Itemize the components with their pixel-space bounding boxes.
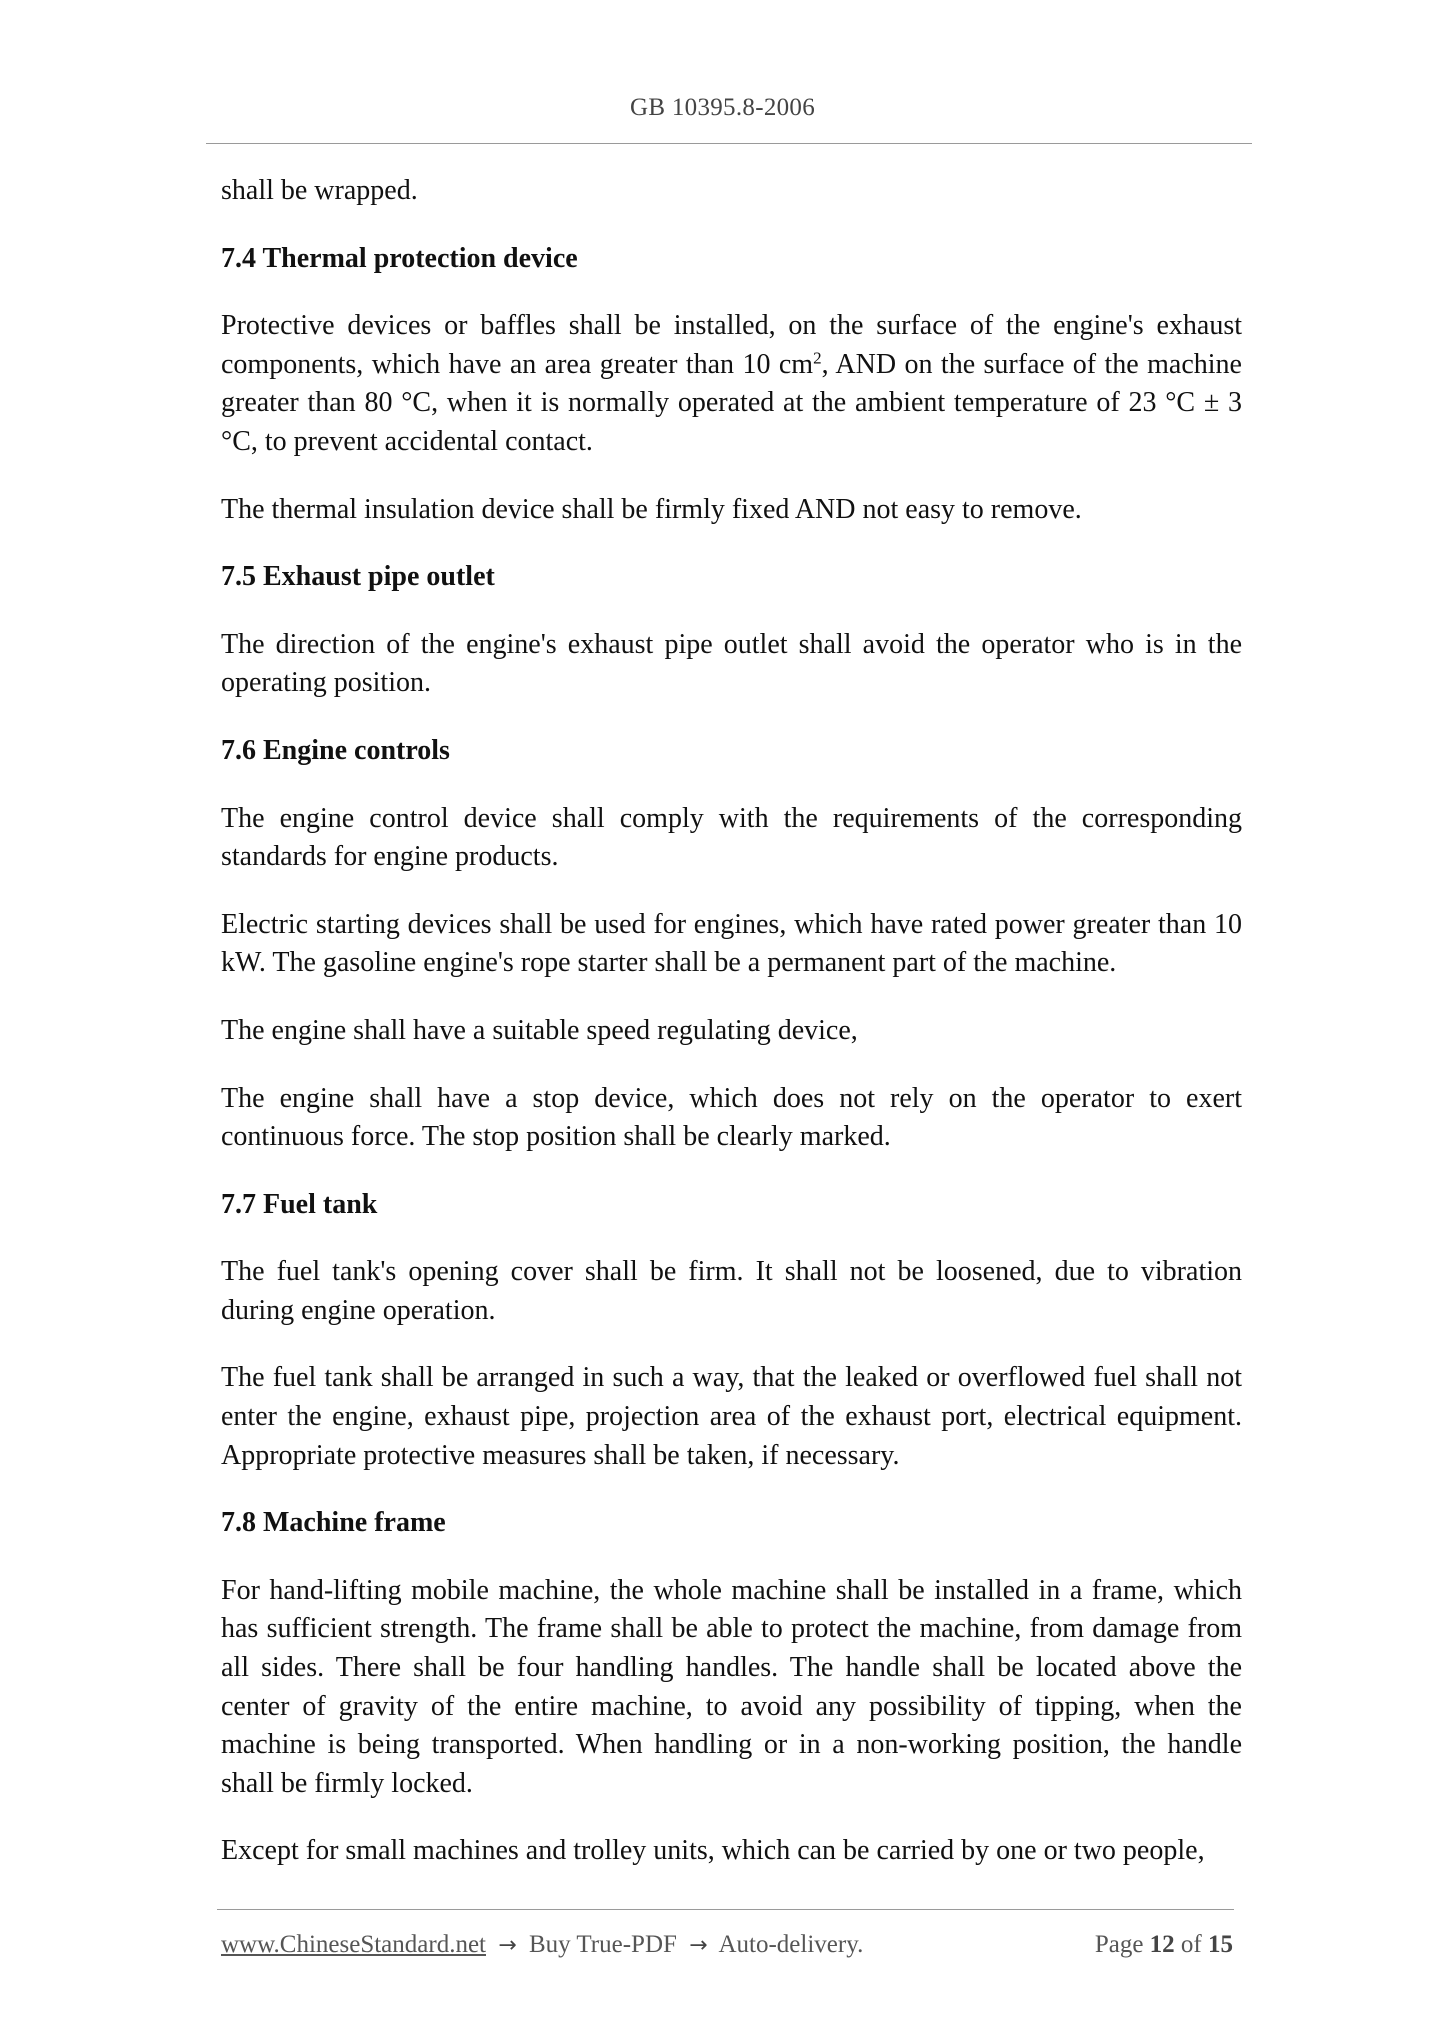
paragraph-7-5-1: The direction of the engine's exhaust pipe outlet shall avoid the operator who is in the operating position. [221,628,1242,699]
page-current: 12 [1149,1931,1175,1958]
page-footer [221,1931,1233,1967]
paragraph-7-6-4: The engine shall have a stop device, which does not rely on the operator to exert continuous force. The stop position shall be clearly marked. [221,1082,1242,1153]
buy-true-pdf-text: Buy True-PDF [528,1931,677,1958]
section-heading-7-8: 7.8 Machine frame [221,1507,446,1539]
paragraph-7-7-1: The fuel tank's opening cover shall be firm. It shall not be loosened, due to vibration during engine operation. [221,1256,1242,1326]
paragraph-7-4-1-text-a: Protective devices or baffles shall be installed, on the surface of the engine's exhaust components, which have an area greater than 10 cm [221,310,1242,380]
section-heading-7-4: 7.4 Thermal protection device [221,242,578,274]
paragraph-7-4-1 [221,307,1242,461]
page-total: 15 [1208,1931,1233,1958]
paragraph-continuation: shall be wrapped. [221,175,418,206]
paragraph-7-6-2: Electric starting devices shall be used for engines, which have rated power greater than 10 kW. The gasoline engine's rope starter shall be a permanent part of the machine. [221,908,1242,979]
section-heading-7-6: 7.6 Engine controls [221,734,450,766]
paragraph-7-4-2: The thermal insulation device shall be firmly fixed AND not easy to remove. [221,493,1082,525]
arrow-right-icon: → [689,1933,708,1958]
header-standard-number: GB 10395.8-2006 [629,94,816,121]
page-number [1095,1931,1233,1959]
page-label: Page [1094,1931,1144,1958]
section-heading-7-5: 7.5 Exhaust pipe outlet [221,561,495,593]
auto-delivery-text: Auto-delivery. [718,1931,864,1958]
paragraph-7-8-2: Except for small machines and trolley units, which can be carried by one or two people, [221,1835,1205,1867]
footer-links [221,1931,863,1959]
superscript-2: 2 [813,348,822,368]
page-of-label: of [1180,1931,1202,1958]
arrow-right-icon: → [498,1933,517,1958]
paragraph-7-7-2: The fuel tank shall be arranged in such a way, that the leaked or overflowed fuel shall not enter the engine, exhaust pipe, projection area of the exhaust port, electrical equipment. Appropriate protective measures shall be taken, if necessary. [221,1362,1242,1471]
paragraph-7-8-1: For hand-lifting mobile machine, the whole machine shall be installed in a frame, which has sufficient strength. The frame shall be able to protect the machine, from damage from all sides. There shall be four handling handles. The handle shall be located above the center of gravity of the entire machine, to avoid any possibility of tipping, when the machine is being transported. When handling or in a non-working position, the handle shall be firmly locked. [221,1574,1242,1799]
header-divider [206,143,1252,144]
page-content [221,172,1242,1900]
section-heading-7-7: 7.7 Fuel tank [221,1188,378,1220]
paragraph-7-6-1: The engine control device shall comply with the requirements of the corresponding standards for engine products. [221,802,1242,873]
paragraph-7-6-3: The engine shall have a suitable speed regulating device, [221,1014,858,1046]
footer-divider [217,1909,1234,1910]
paragraph-7-4-1-text-b: , AND on the surface of the machine greater than 80 °C, when it is normally operated at the ambient temperature of 23 °C ± 3 °C, to prevent accidental contact. [221,348,1242,457]
website-link[interactable]: www.ChineseStandard.net [221,1931,486,1958]
